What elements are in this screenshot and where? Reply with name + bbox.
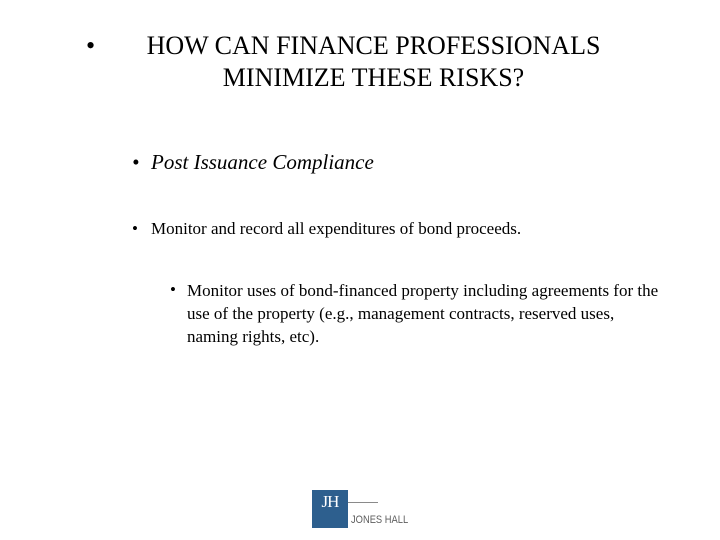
- logo-mark: JH: [312, 490, 348, 528]
- bullet-item-monitor-expenditures: [132, 217, 521, 241]
- bullet-marker: •: [170, 280, 176, 299]
- bullet-marker: •: [132, 219, 138, 238]
- title-text: HOW CAN FINANCE PROFESSIONALS MINIMIZE THESE RISKS?: [146, 31, 601, 92]
- jones-hall-logo: [312, 490, 416, 528]
- bullet-item-post-issuance: [132, 148, 374, 176]
- logo-rule: [348, 502, 378, 503]
- bullet-text: Post Issuance Compliance: [151, 150, 374, 174]
- bullet-item-monitor-uses: [170, 279, 660, 348]
- logo-name: JONES HALL: [351, 514, 409, 526]
- bullet-text: Monitor and record all expenditures of bond proceeds.: [151, 219, 522, 238]
- bullet-marker: •: [132, 150, 140, 174]
- slide-title: [86, 30, 646, 94]
- bullet-text: Monitor uses of bond-financed property including agreements for the use of the property (e.g., management contracts, reserved uses, naming rights, etc).: [187, 281, 659, 346]
- title-bullet: •: [86, 31, 96, 60]
